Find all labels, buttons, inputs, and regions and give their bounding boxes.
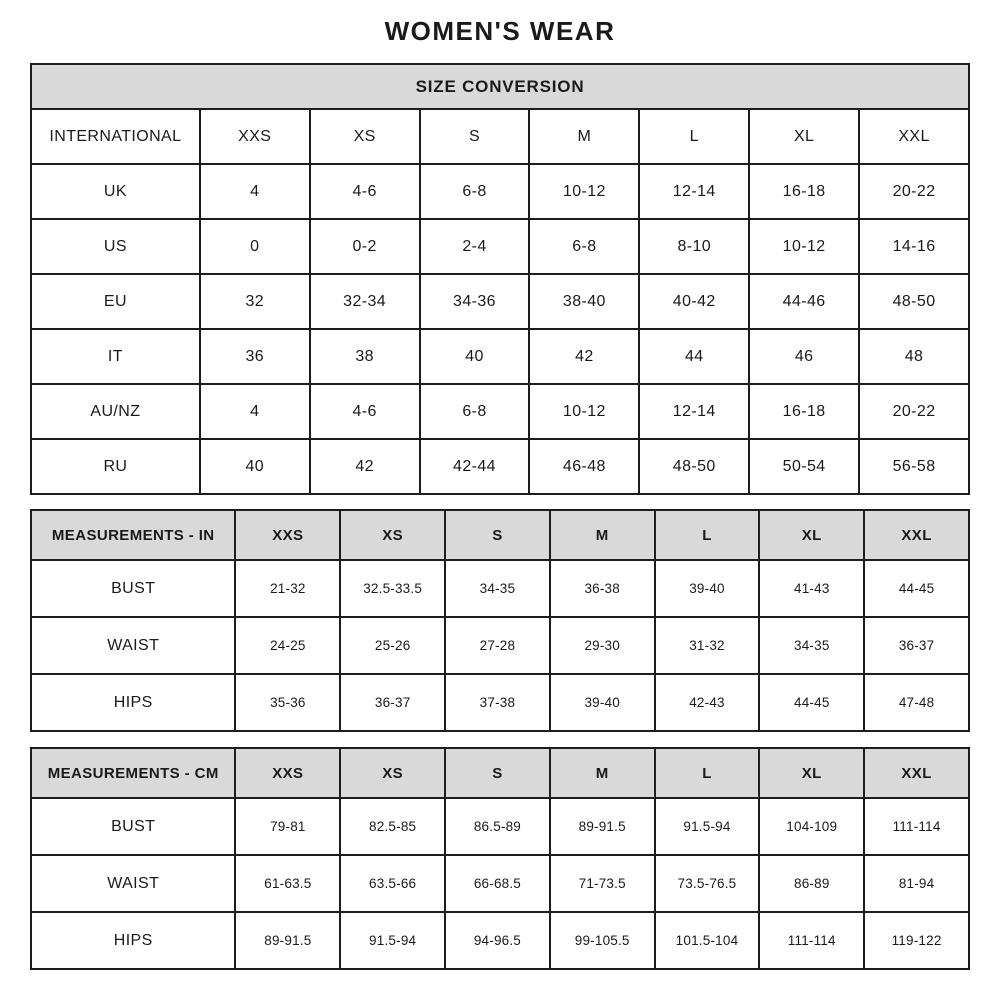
size_conversion-cell-4-4: 10-12 [529, 384, 639, 439]
measurements_cm-column-header-1: XXS [235, 748, 340, 798]
size_conversion-cell-2-4: 38-40 [529, 274, 639, 329]
measurements_in-column-header-7: XXL [864, 510, 969, 560]
measurements_in-cell-2-2: 36-37 [340, 674, 445, 731]
measurements_cm-row-1 [31, 855, 969, 912]
size_conversion-cell-2-5: 40-42 [639, 274, 749, 329]
size_conversion-cell-0-4: 10-12 [529, 164, 639, 219]
measurements_in-cell-2-5: 42-43 [655, 674, 760, 731]
measurements_cm-cell-2-6: 111-114 [759, 912, 864, 969]
measurements_in-cell-0-6: 41-43 [759, 560, 864, 617]
measurements_in-column-header-4: M [550, 510, 655, 560]
size_conversion-row-label-0: UK [31, 164, 200, 219]
size_conversion-banner-row [31, 64, 969, 109]
measurements_in-cell-2-3: 37-38 [445, 674, 550, 731]
measurements_cm-row-label-2: HIPS [31, 912, 235, 969]
size_conversion-column-header-0: INTERNATIONAL [31, 109, 200, 164]
size_conversion-row-4 [31, 384, 969, 439]
measurements_in-cell-2-1: 35-36 [235, 674, 340, 731]
size_conversion-row-label-3: IT [31, 329, 200, 384]
size_conversion-cell-0-1: 4 [200, 164, 310, 219]
measurements_in-cell-0-7: 44-45 [864, 560, 969, 617]
size_conversion-cell-3-6: 46 [749, 329, 859, 384]
size_conversion-cell-3-3: 40 [420, 329, 530, 384]
measurements-cm-table [30, 747, 970, 970]
measurements_cm-cell-1-3: 66-68.5 [445, 855, 550, 912]
size_conversion-cell-5-6: 50-54 [749, 439, 859, 494]
size_conversion-column-header-3: S [420, 109, 530, 164]
measurements_cm-row-label-1: WAIST [31, 855, 235, 912]
measurements_cm-cell-0-3: 86.5-89 [445, 798, 550, 855]
size_conversion-cell-5-3: 42-44 [420, 439, 530, 494]
size_conversion-cell-1-3: 2-4 [420, 219, 530, 274]
measurements_cm-column-header-2: XS [340, 748, 445, 798]
size_conversion-cell-4-1: 4 [200, 384, 310, 439]
size_conversion-row-label-4: AU/NZ [31, 384, 200, 439]
measurements_in-row-label-0: BUST [31, 560, 235, 617]
measurements_cm-column-header-7: XXL [864, 748, 969, 798]
measurements_cm-cell-1-7: 81-94 [864, 855, 969, 912]
measurements_in-header-row [31, 510, 969, 560]
size_conversion-cell-3-1: 36 [200, 329, 310, 384]
size_conversion-cell-2-6: 44-46 [749, 274, 859, 329]
size_conversion-cell-4-7: 20-22 [859, 384, 969, 439]
measurements_cm-cell-2-1: 89-91.5 [235, 912, 340, 969]
size_conversion-cell-5-5: 48-50 [639, 439, 749, 494]
size_conversion-cell-1-5: 8-10 [639, 219, 749, 274]
measurements_in-row-label-2: HIPS [31, 674, 235, 731]
measurements_cm-cell-2-4: 99-105.5 [550, 912, 655, 969]
measurements_cm-row-label-0: BUST [31, 798, 235, 855]
measurements_cm-cell-0-4: 89-91.5 [550, 798, 655, 855]
size_conversion-row-5 [31, 439, 969, 494]
measurements_in-cell-2-4: 39-40 [550, 674, 655, 731]
measurements_in-cell-0-2: 32.5-33.5 [340, 560, 445, 617]
measurements_cm-column-header-3: S [445, 748, 550, 798]
size_conversion-cell-5-1: 40 [200, 439, 310, 494]
size_conversion-row-label-1: US [31, 219, 200, 274]
measurements_in-column-header-2: XS [340, 510, 445, 560]
measurements_in-column-header-6: XL [759, 510, 864, 560]
size_conversion-cell-3-4: 42 [529, 329, 639, 384]
measurements_cm-cell-2-7: 119-122 [864, 912, 969, 969]
measurements-in-table [30, 509, 970, 732]
measurements_cm-cell-1-5: 73.5-76.5 [655, 855, 760, 912]
size_conversion-row-label-5: RU [31, 439, 200, 494]
measurements_in-cell-2-6: 44-45 [759, 674, 864, 731]
size_conversion-cell-2-3: 34-36 [420, 274, 530, 329]
size_conversion-column-header-7: XXL [859, 109, 969, 164]
size_conversion-cell-1-6: 10-12 [749, 219, 859, 274]
size_conversion-cell-4-2: 4-6 [310, 384, 420, 439]
measurements_cm-column-header-4: M [550, 748, 655, 798]
size_conversion-cell-4-3: 6-8 [420, 384, 530, 439]
size_conversion-cell-3-7: 48 [859, 329, 969, 384]
measurements_in-row-label-1: WAIST [31, 617, 235, 674]
measurements_cm-cell-1-4: 71-73.5 [550, 855, 655, 912]
measurements_cm-column-header-5: L [655, 748, 760, 798]
size-conversion-table [30, 63, 970, 495]
size_conversion-cell-3-5: 44 [639, 329, 749, 384]
measurements_in-cell-1-2: 25-26 [340, 617, 445, 674]
size_conversion-row-label-2: EU [31, 274, 200, 329]
measurements_cm-row-0 [31, 798, 969, 855]
page-title: WOMEN'S WEAR [384, 16, 616, 46]
size_conversion-cell-2-1: 32 [200, 274, 310, 329]
size_conversion-header-row [31, 109, 969, 164]
measurements_in-cell-1-7: 36-37 [864, 617, 969, 674]
size_conversion-row-1 [31, 219, 969, 274]
measurements_in-column-header-1: XXS [235, 510, 340, 560]
size_conversion-cell-0-6: 16-18 [749, 164, 859, 219]
measurements_in-cell-0-1: 21-32 [235, 560, 340, 617]
size_conversion-row-3 [31, 329, 969, 384]
size_conversion-cell-0-3: 6-8 [420, 164, 530, 219]
size_conversion-column-header-6: XL [749, 109, 859, 164]
measurements_in-row-2 [31, 674, 969, 731]
size_conversion-cell-2-7: 48-50 [859, 274, 969, 329]
size_conversion-cell-1-7: 14-16 [859, 219, 969, 274]
measurements_cm-cell-0-7: 111-114 [864, 798, 969, 855]
size_conversion-cell-2-2: 32-34 [310, 274, 420, 329]
size_conversion-column-header-2: XS [310, 109, 420, 164]
measurements_cm-cell-0-6: 104-109 [759, 798, 864, 855]
measurements_cm-row-2 [31, 912, 969, 969]
measurements_in-cell-0-5: 39-40 [655, 560, 760, 617]
measurements_in-cell-0-3: 34-35 [445, 560, 550, 617]
measurements_cm-header-row [31, 748, 969, 798]
measurements_cm-cell-1-2: 63.5-66 [340, 855, 445, 912]
measurements_cm-cell-1-1: 61-63.5 [235, 855, 340, 912]
measurements_in-cell-1-6: 34-35 [759, 617, 864, 674]
size_conversion-banner: SIZE CONVERSION [31, 64, 969, 109]
measurements_in-column-header-0: MEASUREMENTS - IN [31, 510, 235, 560]
measurements_cm-cell-2-2: 91.5-94 [340, 912, 445, 969]
measurements_in-column-header-3: S [445, 510, 550, 560]
measurements_cm-cell-0-1: 79-81 [235, 798, 340, 855]
size_conversion-cell-0-7: 20-22 [859, 164, 969, 219]
measurements_cm-cell-2-5: 101.5-104 [655, 912, 760, 969]
measurements_in-row-1 [31, 617, 969, 674]
measurements_cm-column-header-0: MEASUREMENTS - CM [31, 748, 235, 798]
measurements_in-cell-1-5: 31-32 [655, 617, 760, 674]
measurements_in-cell-1-1: 24-25 [235, 617, 340, 674]
size_conversion-row-0 [31, 164, 969, 219]
measurements_in-row-0 [31, 560, 969, 617]
measurements_in-cell-2-7: 47-48 [864, 674, 969, 731]
size_conversion-cell-4-6: 16-18 [749, 384, 859, 439]
size_conversion-row-2 [31, 274, 969, 329]
measurements_cm-column-header-6: XL [759, 748, 864, 798]
size_conversion-cell-4-5: 12-14 [639, 384, 749, 439]
measurements_in-cell-1-4: 29-30 [550, 617, 655, 674]
size_conversion-cell-0-2: 4-6 [310, 164, 420, 219]
size_conversion-cell-5-7: 56-58 [859, 439, 969, 494]
measurements_in-cell-1-3: 27-28 [445, 617, 550, 674]
measurements_cm-cell-1-6: 86-89 [759, 855, 864, 912]
size_conversion-cell-5-2: 42 [310, 439, 420, 494]
measurements_cm-cell-0-5: 91.5-94 [655, 798, 760, 855]
size_conversion-cell-0-5: 12-14 [639, 164, 749, 219]
size_conversion-cell-1-1: 0 [200, 219, 310, 274]
measurements_cm-cell-2-3: 94-96.5 [445, 912, 550, 969]
measurements_in-cell-0-4: 36-38 [550, 560, 655, 617]
size_conversion-cell-3-2: 38 [310, 329, 420, 384]
size_conversion-column-header-5: L [639, 109, 749, 164]
size_conversion-column-header-1: XXS [200, 109, 310, 164]
size_conversion-cell-1-4: 6-8 [529, 219, 639, 274]
measurements_cm-cell-0-2: 82.5-85 [340, 798, 445, 855]
size_conversion-cell-1-2: 0-2 [310, 219, 420, 274]
measurements_in-column-header-5: L [655, 510, 760, 560]
size_conversion-cell-5-4: 46-48 [529, 439, 639, 494]
size_conversion-column-header-4: M [529, 109, 639, 164]
